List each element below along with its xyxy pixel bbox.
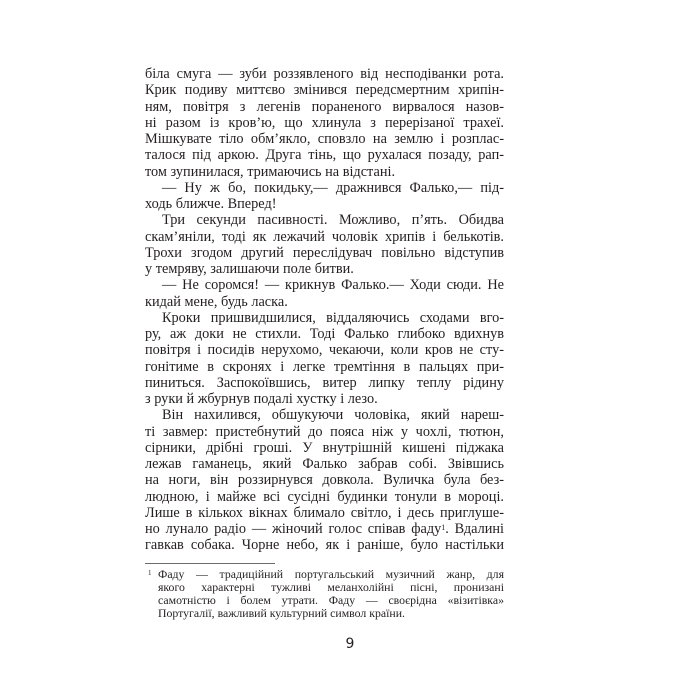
footnote-marker: 1 xyxy=(148,569,152,577)
text-line: ням, повітря з легенів пораненого вирвалося назов- xyxy=(145,98,504,115)
footnote-line: самотністю і болем утрати. Фаду — своєрідна «візитівка» xyxy=(158,593,504,607)
footnote xyxy=(145,568,504,620)
text-line: Мішкувате тіло обм’якло, сповзло на землю і розплас- xyxy=(145,131,504,147)
footnote-body xyxy=(158,568,504,620)
text-line: том зупинилася, тримаючись на відстані. xyxy=(145,163,396,180)
body-text xyxy=(145,66,504,554)
text-line: ру, аж доки не стихли. Тоді Фалько глибоко вдихнув xyxy=(145,326,504,342)
text-line: Трохи згодом другий переслідувач повільно відступив xyxy=(145,244,504,261)
text-line-with-footnote-ref xyxy=(145,521,504,537)
text-line: Лише в кількох вікнах блимало світло, і десь приглуше- xyxy=(145,504,504,521)
text-after-ref: . Вдалині xyxy=(445,521,505,537)
text-line: гавкав собака. Чорне небо, як і раніше, було настільки xyxy=(145,537,504,554)
text-line: людною, і майже всі сусідні будинки тонули в мороці. xyxy=(145,488,504,505)
footnote-separator xyxy=(145,563,275,564)
text-line: — Не соромся! — крикнув Фалько.— Ходи сюди. Не xyxy=(162,277,504,294)
text-line: Три секунди пасивності. Можливо, п’ять. Обидва xyxy=(162,212,504,229)
text-line: талося під аркою. Друга тінь, що рухалася позаду, рап- xyxy=(145,147,504,164)
text-line: біла смуга — зуби роззявленого від несподіванки рота. xyxy=(145,66,504,82)
text-line: Він нахилився, обшукуючи чоловіка, який нареш- xyxy=(162,407,504,424)
text-line: — Ну ж бо, покидьку,— дражнився Фалько,— під- xyxy=(162,179,504,196)
text-line: гонітиме в скронях і легке тремтіння в пальцях при- xyxy=(145,358,504,375)
footnote-line: якого характерні тужливі меланхолійні пісні, пронизані xyxy=(158,580,504,594)
text-line: Крик подиву миттєво змінився передсмертним хрипін- xyxy=(145,82,504,99)
text-line: лежав гаманець, який Фалько забрав собі. Звівшись xyxy=(145,456,504,472)
footnote-reference[interactable]: 1 xyxy=(441,523,446,532)
text-line: у темряву, залишаючи поле битви. xyxy=(145,261,354,277)
text-line: ні разом із кров’ю, що хлинула з перерізаної трахеї. xyxy=(145,114,504,131)
text-line: кидай мене, будь ласка. xyxy=(145,293,288,310)
text-line: ходь ближче. Вперед! xyxy=(145,196,277,212)
text-line: пиниться. Заспокоївшись, витер липку теплу рідину xyxy=(145,374,504,391)
text-line: сірники, дрібні гроші. У внутрішній кишені піджака xyxy=(145,439,504,456)
text-line: з руки й жбурнув подалі хустку і лезо. xyxy=(145,391,378,407)
text-line: ті завмер: пристебнутий до пояса ніж у чохлі, тютюн, xyxy=(145,423,504,440)
footnote-line: Фаду — традиційний португальський музичний жанр, для xyxy=(158,567,504,581)
footnote-line: Португалії, важливий культурний символ країни. xyxy=(158,606,405,620)
text-line: скам’яніли, тоді як лежачий чоловік хрипів і белькотів. xyxy=(145,228,504,245)
text-line: повітря і посидів нерухомо, чекаючи, коли кров не сту- xyxy=(145,342,504,359)
text-line: на ноги, він роззирнувся довкола. Вуличка була без- xyxy=(145,472,504,489)
text-before-ref: но лунало радіо — жіночий голос співав фаду xyxy=(145,521,442,537)
page-number: 9 xyxy=(345,636,355,652)
text-line: Кроки пришвидшилися, віддаляючись сходами вго- xyxy=(162,309,504,326)
